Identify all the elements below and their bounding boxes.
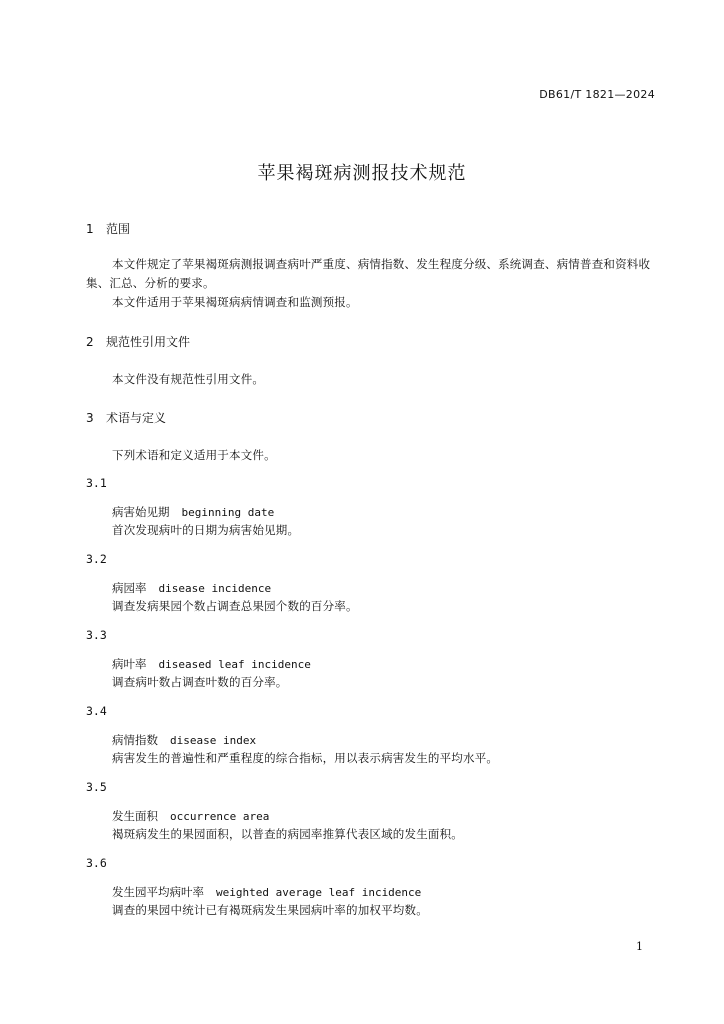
paragraph: 本文件规定了苹果褐斑病测报调查病叶严重度、病情指数、发生程度分级、系统调查、病情普查和资料收集、汇总、分析的要求。 bbox=[86, 257, 651, 290]
term-en: disease index bbox=[170, 734, 257, 747]
term-en: weighted average leaf incidence bbox=[216, 886, 422, 899]
term-definition: 调查发病果园个数占调查总果园个数的百分率。 bbox=[112, 599, 358, 613]
term-entry bbox=[112, 884, 421, 900]
term-entry bbox=[112, 808, 269, 824]
section-heading-scope bbox=[86, 220, 130, 237]
term-zh: 发生园平均病叶率 bbox=[112, 885, 204, 899]
clause-number: 3.5 bbox=[86, 780, 107, 794]
term-en: diseased leaf incidence bbox=[158, 658, 311, 671]
section-heading-terms bbox=[86, 409, 166, 426]
term-definition: 褐斑病发生的果园面积，以普查的病园率推算代表区域的发生面积。 bbox=[112, 827, 463, 841]
section-title: 术语与定义 bbox=[106, 411, 167, 425]
term-zh: 病园率 bbox=[112, 581, 147, 595]
clause-number: 3.6 bbox=[86, 856, 107, 870]
page-number: 1 bbox=[636, 940, 643, 953]
term-entry bbox=[112, 504, 274, 520]
paragraph: 本文件没有规范性引用文件。 bbox=[112, 372, 265, 386]
section-title: 规范性引用文件 bbox=[106, 335, 191, 349]
term-entry bbox=[112, 732, 256, 748]
term-zh: 病叶率 bbox=[112, 657, 147, 671]
term-entry bbox=[112, 656, 311, 672]
section-title: 范围 bbox=[106, 222, 131, 236]
term-en: occurrence area bbox=[170, 810, 270, 823]
section-number: 1 bbox=[86, 222, 94, 236]
section-number: 2 bbox=[86, 335, 94, 349]
term-definition: 调查的果园中统计已有褐斑病发生果园病叶率的加权平均数。 bbox=[112, 903, 428, 917]
term-zh: 病害始见期 bbox=[112, 505, 170, 519]
section-number: 3 bbox=[86, 411, 94, 425]
term-en: disease incidence bbox=[158, 582, 272, 595]
clause-number: 3.4 bbox=[86, 704, 107, 718]
document-title: 苹果褐斑病测报技术规范 bbox=[257, 163, 467, 184]
clause-number: 3.1 bbox=[86, 476, 107, 490]
section-heading-normative-references bbox=[86, 333, 190, 350]
term-definition: 病害发生的普遍性和严重程度的综合指标，用以表示病害发生的平均水平。 bbox=[112, 751, 499, 765]
term-definition: 调查病叶数占调查叶数的百分率。 bbox=[112, 675, 288, 689]
term-zh: 发生面积 bbox=[112, 809, 158, 823]
term-definition: 首次发现病叶的日期为病害始见期。 bbox=[112, 523, 300, 537]
term-zh: 病情指数 bbox=[112, 733, 158, 747]
term-en: beginning date bbox=[181, 506, 275, 519]
clause-number: 3.3 bbox=[86, 628, 107, 642]
clause-number: 3.2 bbox=[86, 552, 107, 566]
term-entry bbox=[112, 580, 271, 596]
paragraph: 下列术语和定义适用于本文件。 bbox=[112, 448, 276, 462]
document-code: DB61/T 1821—2024 bbox=[539, 88, 655, 101]
paragraph: 本文件适用于苹果褐斑病病情调查和监测预报。 bbox=[112, 295, 358, 309]
